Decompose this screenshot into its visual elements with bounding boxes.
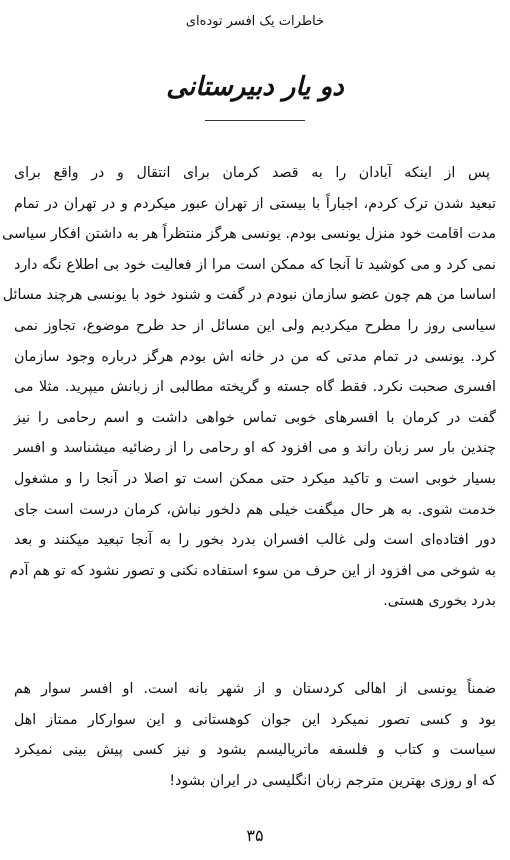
text-line: که او روزی بهترین مترجم زبان انگلیسی در ایران بشود! bbox=[169, 772, 496, 789]
text-line: کرد. یونسی در تمام مدتی که من در خانه اش بودم هرگز درباره وجود سازمان bbox=[14, 348, 496, 365]
text-line: سیاسی روز را مطرح میکردیم ولی این مسائل از حد طرح موضوع، تجاوز نمی bbox=[14, 317, 496, 334]
text-line: چندین بار سر زبان راند و می افزود که او رحامی را از رضائیه میشناسد و افسر bbox=[14, 440, 496, 457]
paragraph-1 bbox=[2, 158, 496, 617]
text-line: خدمت شوی. به هر حال میگفت خیلی هم دلخور نباش، کرمان درست است جای bbox=[14, 501, 496, 518]
text-line: ضمناً یونسی از اهالی کردستان و از شهر بانه است. او افسر سوار هم bbox=[14, 681, 496, 697]
text-line: تبعید شدن ترک کردم، اجباراً با بیستی از تهران عبور میکردم و در تهران در تمام bbox=[14, 195, 496, 212]
text-line: نمی کرد و می کوشید تا آنجا که ممکن است مرا از فعالیت خود بی اطلاع نگه دارد bbox=[14, 256, 496, 273]
chapter-title: دو یار دبیرستانی bbox=[166, 72, 344, 102]
title-rule bbox=[205, 120, 305, 121]
text-line: به شوخی می افزود از این حرف من سوء استفاده نکنی و تصور نشود که تو هم آدم bbox=[9, 562, 496, 579]
text-line: دور افتاده‌ای است ولی غالب افسران بدرد بخور را به آنجا تبعید میکنند و بعد bbox=[14, 532, 496, 549]
text-line: بود و کسی تصور نمیکرد این جوان کوهستانی و این سوارکار ممتاز اهل bbox=[14, 711, 496, 728]
text-line: بسیار خوبی است و تاکید میکرد حتی ممکن است تو اصلا در آنجا را و مشغول bbox=[14, 470, 496, 487]
text-line: افسری صحبت نکرد. فقط گاه جسته و گریخته مطالبی از زبانش میپرید. مثلا می bbox=[14, 379, 496, 396]
paragraph-2 bbox=[14, 674, 496, 796]
text-line: اساسا من هم چون عضو سازمان نبودم در گفت و شنود خود با یونسی هرچند مسائل bbox=[2, 287, 496, 304]
text-line: پس از اینکه آبادان را به قصد کرمان برای انتقال و در واقع برای bbox=[14, 165, 490, 181]
text-line: گفت در کرمان با افسرهای خوبی تماس خواهی داشت و اسم رحامی را نیز bbox=[14, 409, 496, 426]
page-number: ۳۵ bbox=[246, 826, 264, 845]
text-line: سیاست و کتاب و فلسفه ماتریالیسم بشود و نیز کسی پیش بینی نمیکرد bbox=[14, 742, 496, 759]
running-head: خاطرات یک افسر توده‌ای bbox=[185, 14, 325, 29]
text-line: مدت اقامت خود منزل یونسی بودم. یونسی هرگز منتظراً هر به داشتن افکار سیاسی bbox=[2, 226, 496, 243]
text-line: بدرد بخوری هستی. bbox=[383, 593, 496, 610]
